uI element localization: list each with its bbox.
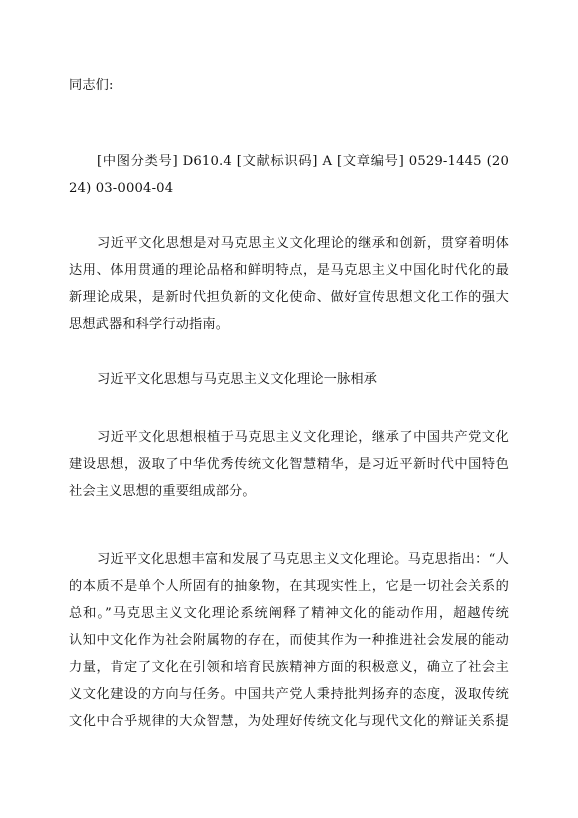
- paragraph-line: 总和。”马克思主义文化理论系统阐释了精神文化的能动作用，超越传统: [69, 606, 509, 621]
- paragraph-line: 习近平文化思想丰富和发展了马克思主义文化理论。马克思指出：“人: [97, 552, 509, 567]
- salutation: [69, 72, 509, 99]
- paragraph-line: 社会主义思想的重要组成部分。: [69, 484, 256, 499]
- paragraph-line: 习近平文化思想是对马克思主义文化理论的继承和创新，贯穿着明体: [97, 236, 509, 251]
- paragraph-line: 新理论成果，是新时代担负新的文化使命、做好宣传思想文化工作的强大: [69, 290, 509, 305]
- paragraph-line: 习近平文化思想根植于马克思主义文化理论，继承了中国共产党文化: [97, 430, 509, 445]
- classification-line: [中图分类号] D610.4 [文献标识码] A [文章编号] 0529-1445 (20: [97, 154, 509, 169]
- intro-paragraph: [69, 230, 509, 338]
- paragraph-line: 文化中合乎规律的大众智慧，为处理好传统文化与现代文化的辩证关系提: [69, 714, 509, 729]
- salutation-line: 同志们:: [69, 78, 114, 93]
- paragraph-line: 建设思想，汲取了中华优秀传统文化智慧精华，是习近平新时代中国特色: [69, 457, 509, 472]
- paragraph-line: 的本质不是单个人所固有的抽象物，在其现实性上，它是一切社会关系的: [69, 579, 509, 594]
- paragraph-line: 认知中文化作为社会附属物的存在，而使其作为一种推进社会发展的能动: [69, 633, 509, 648]
- section-heading-line: 习近平文化思想与马克思主义文化理论一脉相承: [97, 372, 378, 387]
- section-heading: [69, 366, 509, 393]
- body-paragraph: [69, 546, 509, 735]
- paragraph-line: 义文化建设的方向与任务。中国共产党人秉持批判扬弃的态度，汲取传统: [69, 687, 509, 702]
- paragraph-line: 达用、体用贯通的理论品格和鲜明特点，是马克思主义中国化时代化的最: [69, 263, 509, 278]
- body-paragraph: [69, 424, 509, 505]
- paragraph-line: 思想武器和科学行动指南。: [69, 317, 230, 332]
- classification-line: 24) 03-0004-04: [69, 181, 174, 196]
- classification-info: [69, 148, 509, 202]
- paragraph-line: 力量，肯定了文化在引领和培育民族精神方面的积极意义，确立了社会主: [69, 660, 509, 675]
